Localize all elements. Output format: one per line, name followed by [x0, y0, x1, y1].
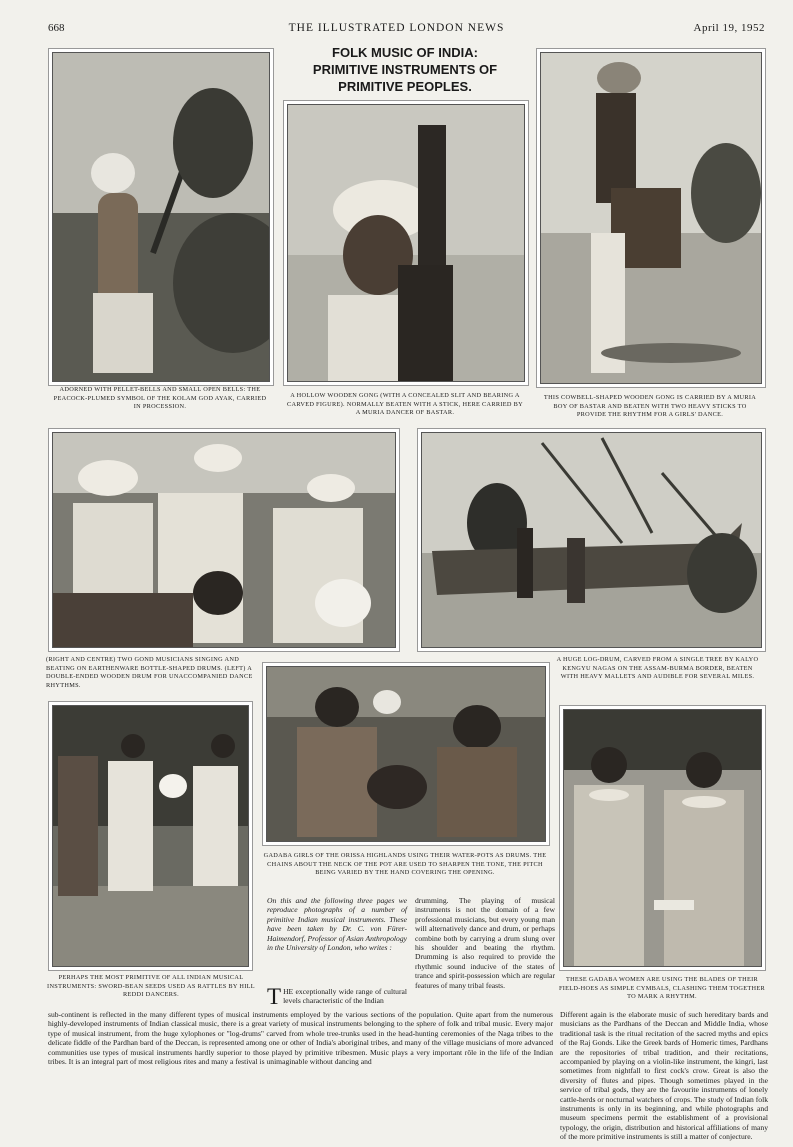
caption-gadaba-water-pots: GADABA GIRLS OF THE ORISSA HIGHLANDS USING THEIR WATER-POTS AS DRUMS. THE CHAINS ABOUT THE NECK OF THE POT ARE USED TO SHARPEN THE TONE, THE PITCH BEING VARIED BY THE HAND COVERING THE OPENING.	[263, 852, 547, 877]
title-line-1: FOLK MUSIC OF INDIA:	[332, 45, 478, 60]
title-line-3: PRIMITIVE PEOPLES.	[338, 79, 472, 94]
article-intro: On this and the following three pages we reproduce photographs of a number of primitive Indian musical instruments. These have been taken by Dr. C. von Fürer-Haimendorf, Professor of Asian Anthropology in the University of London, who writes :	[267, 896, 407, 953]
photo-gond-musicians	[52, 432, 396, 648]
photo-peacock-plume	[52, 52, 270, 382]
photo-cowbell-gong	[540, 52, 762, 384]
issue-date: April 19, 1952	[693, 22, 765, 34]
caption-log-drum: A HUGE LOG-DRUM, CARVED FROM A SINGLE TREE BY KALYO KENGYU NAGAS ON THE ASSAM-BURMA BORDER, BEATEN WITH HEAVY MALLETS AND AUDIBLE FOR SEVERAL MILES.	[556, 656, 759, 681]
photo-gadaba-women	[563, 709, 762, 967]
article-title	[285, 44, 525, 95]
page-number: 668	[48, 22, 65, 34]
photo-gadaba-water-pots	[266, 666, 546, 842]
drop-cap: T	[267, 984, 282, 1009]
caption-gond-musicians: (RIGHT AND CENTRE) TWO GOND MUSICIANS SINGING AND BEATING ON EARTHENWARE BOTTLE-SHAPED DRUMS. (LEFT) A DOUBLE-ENDED WOODEN DRUM FOR UNACCOMPANIED DANCE RHYTHMS.	[46, 656, 253, 689]
article-opening-text: HE exceptionally wide range of cultural levels characteristic of the Indian	[283, 987, 407, 1006]
title-line-2: PRIMITIVE INSTRUMENTS OF	[312, 62, 498, 77]
photo-log-drum	[421, 432, 762, 648]
article-right-text: Different again is the elaborate music of such hereditary bards and musicians as the Pardhans of the Deccan and Middle India, whose traditional task is the ritual recitation of the sacred myths and epics of the Raj Gonds. Like the Greek bards of Homeric times, Pardhans are the repositories of tribal tradition, and their recitations, accompanied by playing on a violin-like instrument, the kingri, last sometimes from nightfall to first cock's crow. Great is also the diversity of flutes and pipes. Though sometimes played in the service of tribal gods, they are the favourite instruments of lonely cattle-herds or nocturnal watchers of crops. The study of Indian folk instruments is only in its beginning, and while photographs and museum specimens permit the establishment of a provisional typology, the origin, distribution and historical affiliations of many of the more primitive instruments is still a matter of conjecture.	[560, 1010, 768, 1142]
publication-title: THE ILLUSTRATED LONDON NEWS	[288, 22, 505, 34]
article-column-drumming: drumming. The playing of musical instruments is not the domain of a few professional musicians, but every young man will alternatively dance and drum, or perhaps combine both by carrying a drum slung over his shoulder and beating the rhythm. Drumming is also required to provide the rhythmic sound inducive of the states of trance and spirit-possession which are regular features of many tribal feasts.	[415, 896, 555, 990]
photo-reddi-dancers	[52, 705, 249, 967]
caption-gadaba-women: THESE GADABA WOMEN ARE USING THE BLADES OF THEIR FIELD-HOES AS SIMPLE CYMBALS, CLASHING THEM TOGETHER TO MARK A RHYTHM.	[558, 976, 766, 1001]
caption-reddi-dancers: PERHAPS THE MOST PRIMITIVE OF ALL INDIAN MUSICAL INSTRUMENTS: SWORD-BEAN SEEDS USED AS RATTLES BY HILL REDDI DANCERS.	[47, 974, 255, 999]
photo-wooden-gong	[287, 104, 525, 382]
article-main-text: sub-continent is reflected in the many different types of musical instruments employed by the various sections of the population. Quite apart from the numerous highly-developed instruments of Indian classical music, there is a great variety of musical instruments belonging to the sphere of folk and tribal music. Every major type of musical instrument, from the huge xylophones or "log-drums" carved from whole tree-trunks used in the head-hunting ceremonies of the Naga tribes to the delicate fiddle of the Pardhan bard of the Deccan, is represented among one or other of India's aboriginal tribes, and many of the village musicians of more advanced communities use types of musical instruments hardly superior to those played by primitive tribesmen. Music plays a very important rôle in the life of the Indian tribes. It is an integral part of most religious rites and many a festival is unimaginable without dancing and	[48, 1010, 553, 1067]
article-opening	[267, 984, 407, 1009]
caption-peacock-plume: ADORNED WITH PELLET-BELLS AND SMALL OPEN BELLS: THE PEACOCK-PLUMED SYMBOL OF THE KOLAM GOD AYAK, CARRIED IN PROCESSION.	[53, 386, 267, 411]
caption-wooden-gong: A HOLLOW WOODEN GONG (WITH A CONCEALED SLIT AND BEARING A CARVED FIGURE). NORMALLY BEATEN WITH A STICK, HERE CARRIED BY A MURIA DANCER OF BASTAR.	[287, 392, 523, 417]
caption-cowbell-gong: THIS COWBELL-SHAPED WOODEN GONG IS CARRIED BY A MURIA BOY OF BASTAR AND BEATEN WITH TWO HEAVY STICKS TO PROVIDE THE RHYTHM FOR A GIRLS' DANCE.	[543, 394, 757, 419]
